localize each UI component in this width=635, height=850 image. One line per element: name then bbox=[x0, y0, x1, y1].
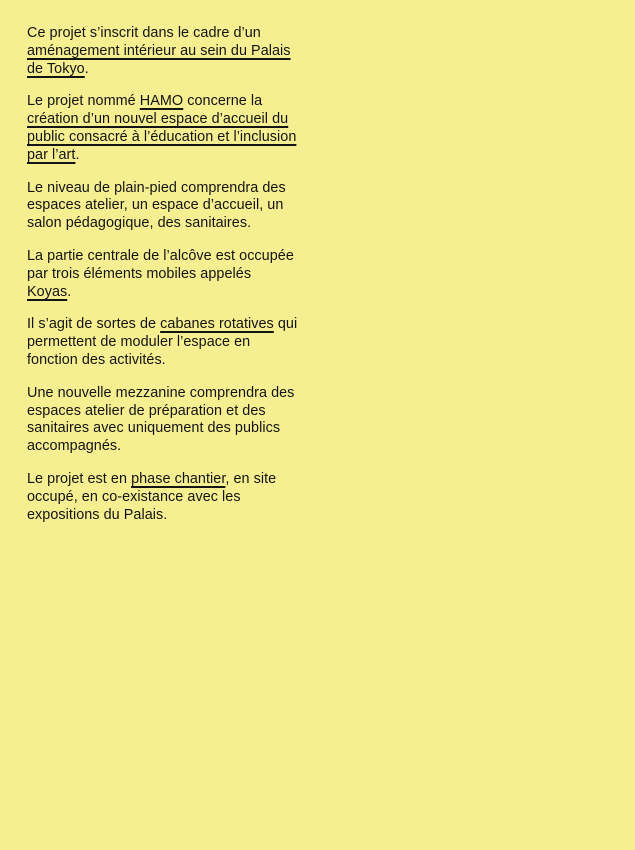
text-segment: Le niveau de plain-pied comprendra des espaces atelier, un espace d’accueil, un salon pédagogique, des sanitaires. bbox=[27, 179, 286, 232]
paragraph-plain-pied bbox=[27, 180, 299, 233]
paragraph-alcove bbox=[27, 248, 299, 301]
paragraph-context bbox=[27, 25, 299, 78]
highlight-nouvel-espace: création d’un nouvel espace d’accueil du public consacré à l’éducation et l’inclusion par l’art bbox=[27, 111, 297, 163]
text-segment: Il s’agit de sortes de bbox=[27, 316, 161, 333]
text-segment: Le projet est en bbox=[27, 470, 132, 487]
paragraph-cabanes bbox=[27, 316, 299, 369]
text-segment: concerne la bbox=[183, 93, 263, 110]
text-segment: La partie centrale de l’alcôve est occupée par trois éléments mobiles appelés bbox=[27, 247, 294, 282]
highlight-cabanes-rotatives: cabanes rotatives bbox=[160, 316, 274, 333]
text-segment: qui permettent de moduler l’espace en fonction des activités. bbox=[27, 316, 298, 368]
highlight-amenagement-interieur: aménagement intérieur au sein du Palais de Tokyo bbox=[27, 42, 291, 77]
text-segment: Le projet nommé bbox=[27, 93, 140, 110]
highlight-koyas: Koyas bbox=[27, 283, 68, 300]
highlight-phase-chantier: phase chantier bbox=[131, 470, 226, 487]
text-segment: . bbox=[84, 60, 89, 77]
text-segment: . bbox=[67, 283, 72, 300]
text-segment: , en site occupé, en co-existance avec les expositions du Palais. bbox=[27, 470, 277, 523]
highlight-hamo: HAMO bbox=[139, 93, 184, 110]
text-segment: . bbox=[75, 146, 80, 163]
project-description bbox=[27, 25, 299, 539]
text-segment: Ce projet s’inscrit dans le cadre d’un bbox=[27, 25, 261, 41]
paragraph-mezzanine bbox=[27, 385, 299, 456]
text-segment: Une nouvelle mezzanine comprendra des espaces atelier de préparation et des sanitaires avec uniquement des publics accompagnés. bbox=[27, 384, 295, 455]
paragraph-hamo bbox=[27, 93, 299, 164]
paragraph-chantier bbox=[27, 471, 299, 524]
